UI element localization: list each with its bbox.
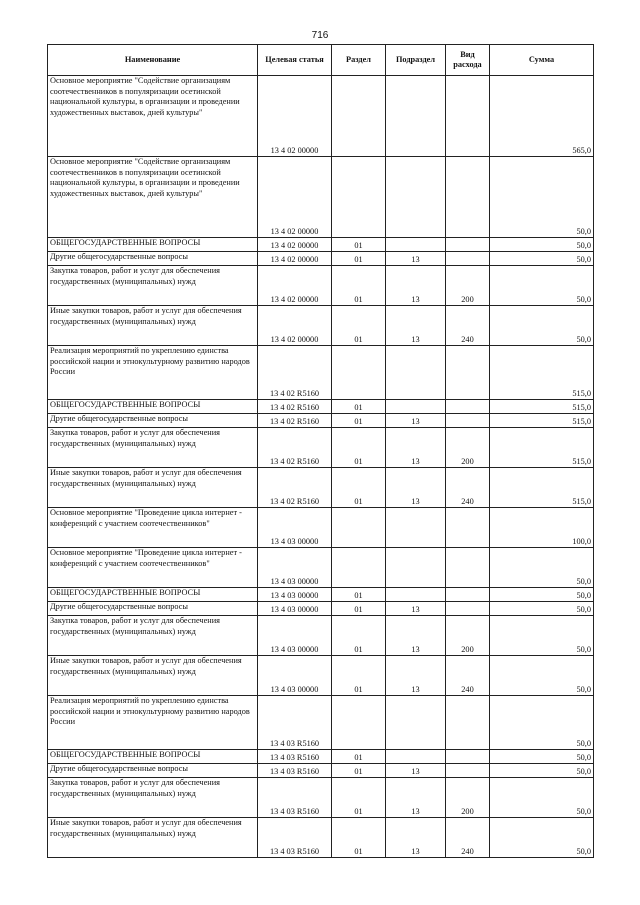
row-target-cell: 13 4 03 00000 — [258, 508, 332, 548]
row-expense-type-cell: 200 — [446, 428, 490, 468]
row-expense-type-cell — [446, 764, 490, 778]
column-header-subsection: Подраздел — [386, 45, 446, 76]
row-sum-cell: 515,0 — [490, 400, 594, 414]
row-section-cell: 01 — [332, 656, 386, 696]
row-subsection-cell — [386, 548, 446, 588]
row-target-cell: 13 4 03 R5160 — [258, 818, 332, 858]
row-sum-cell: 50,0 — [490, 266, 594, 306]
row-section-cell: 01 — [332, 266, 386, 306]
row-expense-type-cell — [446, 76, 490, 157]
row-section-cell — [332, 696, 386, 750]
row-section-cell: 01 — [332, 252, 386, 266]
row-name-cell: ОБЩЕГОСУДАРСТВЕННЫЕ ВОПРОСЫ — [48, 750, 258, 764]
row-target-cell: 13 4 03 00000 — [258, 656, 332, 696]
row-subsection-cell: 13 — [386, 468, 446, 508]
column-header-section: Раздел — [332, 45, 386, 76]
row-expense-type-cell — [446, 548, 490, 588]
row-subsection-cell: 13 — [386, 778, 446, 818]
row-sum-cell: 50,0 — [490, 252, 594, 266]
column-header-target: Целевая статья — [258, 45, 332, 76]
row-section-cell — [332, 157, 386, 238]
row-subsection-cell: 13 — [386, 602, 446, 616]
table-row — [48, 468, 594, 508]
row-expense-type-cell — [446, 602, 490, 616]
row-section-cell — [332, 76, 386, 157]
row-name-cell: Закупка товаров, работ и услуг для обеспечения государственных (муниципальных) нужд — [48, 266, 258, 306]
row-subsection-cell: 13 — [386, 266, 446, 306]
row-target-cell: 13 4 03 R5160 — [258, 696, 332, 750]
row-sum-cell: 515,0 — [490, 468, 594, 508]
row-target-cell: 13 4 03 00000 — [258, 616, 332, 656]
table-row — [48, 588, 594, 602]
row-subsection-cell — [386, 400, 446, 414]
row-name-cell: Основное мероприятие "Проведение цикла интернет - конференций с участием соотечественников" — [48, 548, 258, 588]
row-subsection-cell: 13 — [386, 306, 446, 346]
table-row — [48, 252, 594, 266]
row-section-cell: 01 — [332, 818, 386, 858]
row-sum-cell: 50,0 — [490, 602, 594, 616]
row-name-cell: Основное мероприятие "Проведение цикла интернет - конференций с участием соотечественников" — [48, 508, 258, 548]
row-sum-cell: 50,0 — [490, 616, 594, 656]
table-row — [48, 400, 594, 414]
row-target-cell: 13 4 02 R5160 — [258, 346, 332, 400]
row-sum-cell: 100,0 — [490, 508, 594, 548]
row-expense-type-cell — [446, 508, 490, 548]
row-subsection-cell: 13 — [386, 616, 446, 656]
row-target-cell: 13 4 03 00000 — [258, 602, 332, 616]
row-target-cell: 13 4 02 00000 — [258, 238, 332, 252]
table-row — [48, 266, 594, 306]
row-subsection-cell: 13 — [386, 428, 446, 468]
row-subsection-cell — [386, 76, 446, 157]
row-expense-type-cell — [446, 252, 490, 266]
row-name-cell: Реализация мероприятий по укреплению единства российской нации и этнокультурному развитию народов России — [48, 346, 258, 400]
row-subsection-cell — [386, 588, 446, 602]
row-target-cell: 13 4 03 00000 — [258, 548, 332, 588]
row-sum-cell: 50,0 — [490, 548, 594, 588]
row-name-cell: Основное мероприятие "Содействие организациям соотечественников в популяризации осетинской национальной культуры, в организации и проведении художественных выставок, дней культуры" — [48, 157, 258, 238]
table-row — [48, 157, 594, 238]
row-subsection-cell: 13 — [386, 252, 446, 266]
row-subsection-cell: 13 — [386, 764, 446, 778]
row-target-cell: 13 4 03 R5160 — [258, 778, 332, 818]
row-name-cell: Иные закупки товаров, работ и услуг для обеспечения государственных (муниципальных) нужд — [48, 656, 258, 696]
row-subsection-cell — [386, 157, 446, 238]
table-header-row — [48, 45, 594, 76]
row-section-cell: 01 — [332, 778, 386, 818]
table-row — [48, 306, 594, 346]
row-subsection-cell — [386, 346, 446, 400]
budget-table — [47, 44, 594, 858]
row-section-cell: 01 — [332, 468, 386, 508]
table-row — [48, 656, 594, 696]
row-sum-cell: 565,0 — [490, 76, 594, 157]
page-number: 716 — [311, 30, 329, 41]
row-expense-type-cell: 240 — [446, 306, 490, 346]
row-target-cell: 13 4 02 R5160 — [258, 400, 332, 414]
column-header-expense-type: Вид расхода — [446, 45, 490, 76]
row-expense-type-cell — [446, 238, 490, 252]
row-target-cell: 13 4 02 00000 — [258, 76, 332, 157]
row-target-cell: 13 4 03 00000 — [258, 588, 332, 602]
row-name-cell: ОБЩЕГОСУДАРСТВЕННЫЕ ВОПРОСЫ — [48, 588, 258, 602]
row-subsection-cell — [386, 750, 446, 764]
row-sum-cell: 50,0 — [490, 696, 594, 750]
row-target-cell: 13 4 02 00000 — [258, 252, 332, 266]
table-row — [48, 346, 594, 400]
row-subsection-cell — [386, 508, 446, 548]
row-name-cell: Другие общегосударственные вопросы — [48, 602, 258, 616]
row-name-cell: Реализация мероприятий по укреплению единства российской нации и этнокультурному развитию народов России — [48, 696, 258, 750]
row-subsection-cell: 13 — [386, 656, 446, 696]
row-expense-type-cell: 200 — [446, 616, 490, 656]
row-expense-type-cell: 200 — [446, 778, 490, 818]
row-subsection-cell: 13 — [386, 414, 446, 428]
row-sum-cell: 50,0 — [490, 157, 594, 238]
row-name-cell: Иные закупки товаров, работ и услуг для обеспечения государственных (муниципальных) нужд — [48, 306, 258, 346]
row-section-cell: 01 — [332, 238, 386, 252]
row-sum-cell: 50,0 — [490, 656, 594, 696]
table-row — [48, 750, 594, 764]
table-row — [48, 508, 594, 548]
table-row — [48, 238, 594, 252]
row-expense-type-cell: 200 — [446, 266, 490, 306]
table-row — [48, 602, 594, 616]
row-target-cell: 13 4 02 00000 — [258, 266, 332, 306]
row-expense-type-cell: 240 — [446, 468, 490, 508]
row-sum-cell: 50,0 — [490, 818, 594, 858]
table-row — [48, 764, 594, 778]
row-expense-type-cell — [446, 157, 490, 238]
row-sum-cell: 515,0 — [490, 346, 594, 400]
row-expense-type-cell — [446, 696, 490, 750]
row-subsection-cell — [386, 238, 446, 252]
row-expense-type-cell — [446, 414, 490, 428]
row-section-cell: 01 — [332, 400, 386, 414]
row-section-cell: 01 — [332, 616, 386, 656]
row-target-cell: 13 4 02 R5160 — [258, 428, 332, 468]
row-target-cell: 13 4 02 R5160 — [258, 468, 332, 508]
row-expense-type-cell — [446, 588, 490, 602]
row-name-cell: Закупка товаров, работ и услуг для обеспечения государственных (муниципальных) нужд — [48, 428, 258, 468]
row-name-cell: Иные закупки товаров, работ и услуг для обеспечения государственных (муниципальных) нужд — [48, 818, 258, 858]
row-sum-cell: 515,0 — [490, 414, 594, 428]
row-target-cell: 13 4 03 R5160 — [258, 764, 332, 778]
row-section-cell: 01 — [332, 414, 386, 428]
table-row — [48, 76, 594, 157]
column-header-name: Наименование — [48, 45, 258, 76]
row-name-cell: Другие общегосударственные вопросы — [48, 414, 258, 428]
row-expense-type-cell — [446, 750, 490, 764]
row-target-cell: 13 4 02 R5160 — [258, 414, 332, 428]
row-sum-cell: 515,0 — [490, 428, 594, 468]
row-section-cell — [332, 508, 386, 548]
table-row — [48, 414, 594, 428]
table-row — [48, 778, 594, 818]
row-section-cell: 01 — [332, 750, 386, 764]
row-expense-type-cell: 240 — [446, 656, 490, 696]
row-expense-type-cell: 240 — [446, 818, 490, 858]
row-name-cell: Основное мероприятие "Содействие организациям соотечественников в популяризации осетинской национальной культуры, в организации и проведении художественных выставок, дней культуры" — [48, 76, 258, 157]
row-sum-cell: 50,0 — [490, 764, 594, 778]
row-target-cell: 13 4 02 00000 — [258, 306, 332, 346]
row-target-cell: 13 4 03 R5160 — [258, 750, 332, 764]
row-name-cell: Другие общегосударственные вопросы — [48, 252, 258, 266]
row-sum-cell: 50,0 — [490, 750, 594, 764]
row-sum-cell: 50,0 — [490, 238, 594, 252]
row-name-cell: Иные закупки товаров, работ и услуг для обеспечения государственных (муниципальных) нужд — [48, 468, 258, 508]
row-section-cell — [332, 548, 386, 588]
row-expense-type-cell — [446, 346, 490, 400]
row-sum-cell: 50,0 — [490, 778, 594, 818]
row-section-cell: 01 — [332, 764, 386, 778]
table-row — [48, 696, 594, 750]
table-row — [48, 616, 594, 656]
row-sum-cell: 50,0 — [490, 306, 594, 346]
row-name-cell: Другие общегосударственные вопросы — [48, 764, 258, 778]
row-subsection-cell — [386, 696, 446, 750]
row-section-cell — [332, 346, 386, 400]
row-section-cell: 01 — [332, 588, 386, 602]
row-section-cell: 01 — [332, 602, 386, 616]
row-name-cell: Закупка товаров, работ и услуг для обеспечения государственных (муниципальных) нужд — [48, 616, 258, 656]
table-row — [48, 548, 594, 588]
row-section-cell: 01 — [332, 428, 386, 468]
row-target-cell: 13 4 02 00000 — [258, 157, 332, 238]
row-name-cell: Закупка товаров, работ и услуг для обеспечения государственных (муниципальных) нужд — [48, 778, 258, 818]
row-name-cell: ОБЩЕГОСУДАРСТВЕННЫЕ ВОПРОСЫ — [48, 400, 258, 414]
column-header-sum: Сумма — [490, 45, 594, 76]
table-row — [48, 818, 594, 858]
table-body — [48, 76, 594, 858]
row-sum-cell: 50,0 — [490, 588, 594, 602]
row-section-cell: 01 — [332, 306, 386, 346]
table-row — [48, 428, 594, 468]
row-subsection-cell: 13 — [386, 818, 446, 858]
row-expense-type-cell — [446, 400, 490, 414]
row-name-cell: ОБЩЕГОСУДАРСТВЕННЫЕ ВОПРОСЫ — [48, 238, 258, 252]
